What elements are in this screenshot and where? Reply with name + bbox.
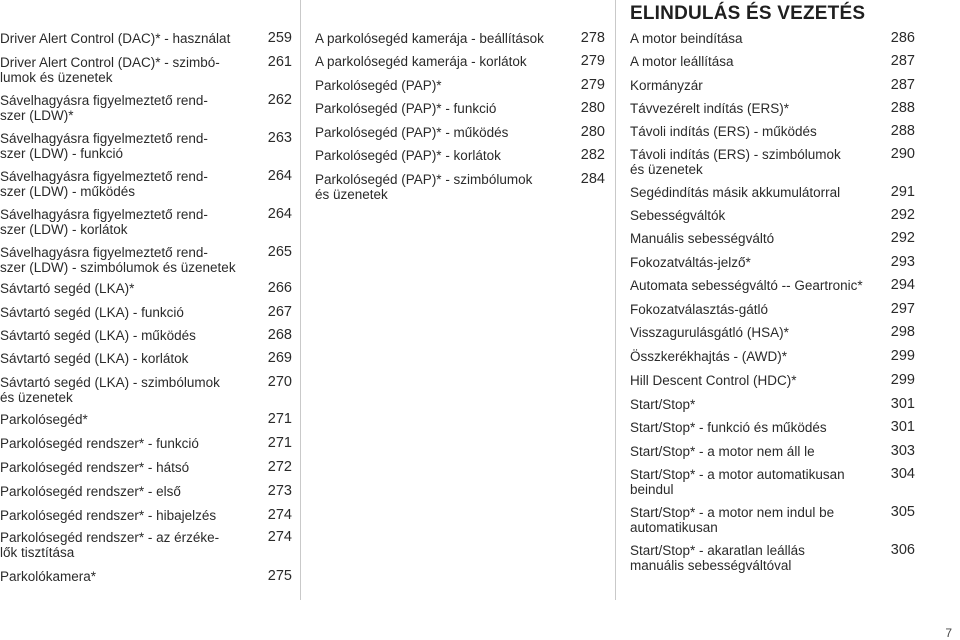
toc-entry-title: Távoli indítás (ERS) - működés [630,124,817,139]
toc-entry-page: 279 [580,53,605,69]
toc-entry-page: 297 [890,301,915,317]
toc-entry[interactable] [630,373,915,388]
toc-entry-title: Távoli indítás (ERS) - szimbólumok és üzenetek [630,147,841,177]
toc-entry-page: 280 [580,100,605,116]
toc-entry-title: Start/Stop* [630,397,696,412]
toc-entry[interactable] [315,54,605,69]
toc-entry-title: Sávtartó segéd (LKA) - korlátok [0,351,189,366]
toc-entry[interactable] [0,305,292,320]
toc-entry[interactable] [630,302,915,317]
toc-entry[interactable] [0,530,292,560]
toc-entry-page: 287 [890,53,915,69]
toc-entry-title: Parkolósegéd (PAP)* - funkció [315,101,497,116]
toc-entry[interactable] [0,328,292,343]
toc-entry-title: Sávelhagyásra figyelmeztető rend- szer (LDW) - szimbólumok és üzenetek [0,245,236,275]
toc-entry-title: Parkolósegéd rendszer* - első [0,484,181,499]
toc-entry[interactable] [315,172,605,202]
toc-entry-title: Parkolósegéd (PAP)* - működés [315,125,509,140]
toc-entry-page: 279 [580,77,605,93]
toc-entry[interactable] [0,169,292,199]
column-divider-left [300,0,301,600]
toc-entry-title: Visszagurulásgátló (HSA)* [630,325,789,340]
toc-entry-title: Parkolókamera* [0,569,97,584]
toc-entry-title: Parkolósegéd (PAP)* [315,78,442,93]
toc-entry[interactable] [0,460,292,475]
toc-entry-page: 287 [890,77,915,93]
toc-entry[interactable] [315,101,605,116]
toc-entry-page: 275 [267,568,292,584]
toc-entry-title: Fokozatváltás-jelző* [630,255,751,270]
toc-entry[interactable] [630,255,915,270]
toc-entry[interactable] [0,412,292,427]
toc-entry[interactable] [630,420,915,435]
toc-entry[interactable] [0,351,292,366]
toc-entry[interactable] [630,185,915,200]
toc-entry-title: Távvezérelt indítás (ERS)* [630,101,790,116]
section-heading: ELINDULÁS ÉS VEZETÉS [630,3,866,24]
toc-entry-title: A parkolósegéd kamerája - korlátok [315,54,527,69]
toc-entry[interactable] [630,397,915,412]
column-divider-right [615,0,616,600]
toc-entry[interactable] [315,31,605,46]
toc-entry-page: 304 [890,466,915,482]
toc-entry-title: Sávtartó segéd (LKA)* [0,281,135,296]
toc-entry-page: 264 [267,168,292,184]
toc-entry-page: 288 [890,100,915,116]
toc-entry[interactable] [0,207,292,237]
toc-entry-title: Parkolósegéd rendszer* - az érzéke- lők tisztítása [0,530,220,560]
toc-entry[interactable] [630,147,915,177]
toc-entry-page: 264 [267,206,292,222]
toc-entry[interactable] [630,231,915,246]
toc-entry[interactable] [630,54,915,69]
toc-entry-title: Parkolósegéd rendszer* - funkció [0,436,199,451]
toc-entry-title: Parkolósegéd rendszer* - hibajelzés [0,508,217,523]
toc-entry-page: 265 [267,244,292,260]
toc-entry[interactable] [0,245,292,275]
toc-entry[interactable] [630,31,915,46]
toc-entry-page: 291 [890,184,915,200]
toc-entry-page: 299 [890,372,915,388]
toc-entry-page: 273 [267,483,292,499]
toc-entry[interactable] [630,444,915,459]
toc-entry-title: Sávelhagyásra figyelmeztető rend- szer (LDW) - működés [0,169,208,199]
toc-entry-page: 282 [580,147,605,163]
toc-entry-title: Hill Descent Control (HDC)* [630,373,797,388]
toc-entry-title: Parkolósegéd (PAP)* - korlátok [315,148,501,163]
toc-entry[interactable] [630,124,915,139]
toc-entry-title: Driver Alert Control (DAC)* - szimbó- lumok és üzenetek [0,55,220,85]
toc-entry-page: 263 [267,130,292,146]
toc-entry[interactable] [630,78,915,93]
toc-entry-title: Sebességváltók [630,208,726,223]
toc-entry[interactable] [0,436,292,451]
toc-entry-title: Kormányzár [630,78,703,93]
toc-entry-page: 269 [267,350,292,366]
toc-entry-page: 280 [580,124,605,140]
toc-entry-title: Fokozatválasztás-gátló [630,302,769,317]
toc-entry-title: Sávelhagyásra figyelmeztető rend- szer (LDW)* [0,93,208,123]
toc-entry-page: 272 [267,459,292,475]
toc-entry[interactable] [315,125,605,140]
toc-entry-title: A motor leállítása [630,54,734,69]
toc-entry-title: Összkerékhajtás - (AWD)* [630,349,788,364]
toc-entry-page: 266 [267,280,292,296]
toc-entry[interactable] [315,78,605,93]
toc-entry-title: Sávtartó segéd (LKA) - funkció [0,305,184,320]
toc-entry[interactable] [630,208,915,223]
toc-entry-page: 268 [267,327,292,343]
toc-entry-page: 271 [267,411,292,427]
toc-entry-page: 299 [890,348,915,364]
toc-entry-page: 303 [890,443,915,459]
toc-entry-title: Start/Stop* - a motor nem indul be automatikusan [630,505,835,535]
toc-entry-page: 278 [580,30,605,46]
toc-entry-page: 293 [890,254,915,270]
toc-entry[interactable] [0,569,292,584]
toc-entry-page: 271 [267,435,292,451]
toc-entry-title: Parkolósegéd rendszer* - hátsó [0,460,190,475]
toc-entry[interactable] [630,325,915,340]
toc-entry-title: Sávtartó segéd (LKA) - szimbólumok és üzenetek [0,375,220,405]
toc-entry-title: Parkolósegéd* [0,412,88,427]
toc-entry-title: Segédindítás másik akkumulátorral [630,185,841,200]
toc-entry-page: 292 [890,207,915,223]
toc-entry-title: Start/Stop* - a motor automatikusan beindul [630,467,845,497]
toc-entry[interactable] [630,505,915,535]
toc-entry-title: Start/Stop* - a motor nem áll le [630,444,815,459]
toc-entry[interactable] [0,508,292,523]
toc-entry-page: 274 [267,507,292,523]
toc-entry-title: Start/Stop* - funkció és működés [630,420,827,435]
toc-entry-title: A parkolósegéd kamerája - beállítások [315,31,544,46]
toc-entry-page: 261 [267,54,292,70]
toc-entry[interactable] [630,543,915,573]
toc-entry-title: Start/Stop* - akaratlan leállás manuális sebességváltóval [630,543,805,573]
toc-entry-page: 301 [890,419,915,435]
toc-entry-page: 292 [890,230,915,246]
toc-entry[interactable] [0,93,292,123]
toc-entry-page: 298 [890,324,915,340]
toc-entry-page: 288 [890,123,915,139]
toc-entry-page: 270 [267,374,292,390]
toc-entry[interactable] [630,349,915,364]
toc-entry-title: Parkolósegéd (PAP)* - szimbólumok és üzenetek [315,172,533,202]
toc-entry-title: Sávtartó segéd (LKA) - működés [0,328,196,343]
toc-entry-page: 259 [267,30,292,46]
toc-entry-page: 262 [267,92,292,108]
toc-entry-title: A motor beindítása [630,31,743,46]
toc-entry-title: Sávelhagyásra figyelmeztető rend- szer (LDW) - korlátok [0,207,208,237]
toc-entry-page: 284 [580,171,605,187]
toc-entry-title: Automata sebességváltó -- Geartronic* [630,278,863,293]
toc-entry[interactable] [0,55,292,85]
toc-entry-page: 305 [890,504,915,520]
toc-entry-page: 301 [890,396,915,412]
toc-entry[interactable] [0,375,292,405]
toc-entry[interactable] [0,31,292,46]
toc-entry-page: 294 [890,277,915,293]
toc-entry-title: Driver Alert Control (DAC)* - használat [0,31,231,46]
page-number: 7 [945,626,952,640]
toc-entry-title: Manuális sebességváltó [630,231,775,246]
toc-entry[interactable] [0,484,292,499]
toc-entry[interactable] [0,281,292,296]
toc-entry-page: 286 [890,30,915,46]
toc-entry-title: Sávelhagyásra figyelmeztető rend- szer (LDW) - funkció [0,131,208,161]
toc-entry[interactable] [630,467,915,497]
toc-entry-page: 267 [267,304,292,320]
toc-entry-page: 290 [890,146,915,162]
toc-entry[interactable] [315,148,605,163]
toc-entry-page: 306 [890,542,915,558]
toc-entry[interactable] [0,131,292,161]
toc-entry-page: 274 [267,529,292,545]
toc-entry[interactable] [630,101,915,116]
toc-entry[interactable] [630,278,915,293]
